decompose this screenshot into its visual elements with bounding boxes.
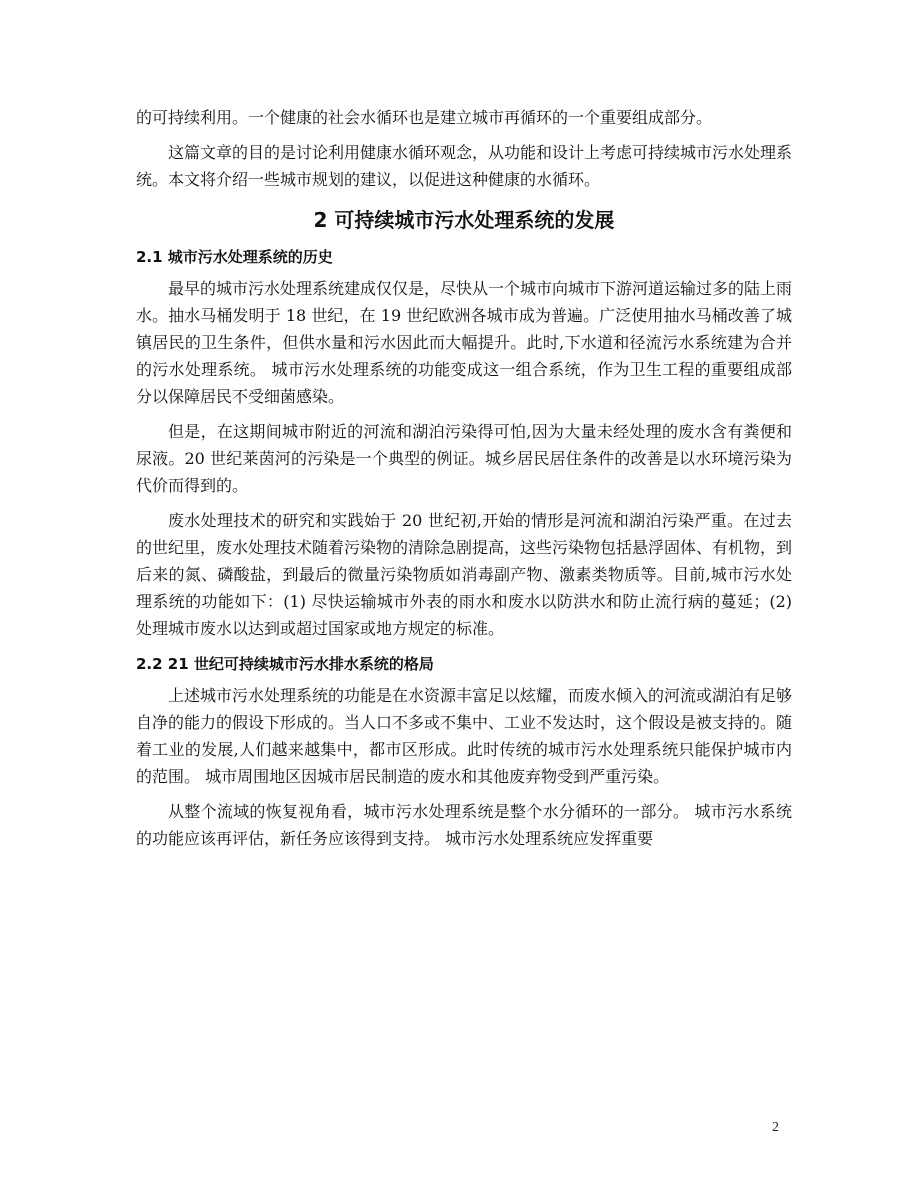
intro-paragraph-2: 这篇文章的目的是讨论利用健康水循环观念，从功能和设计上考虑可持续城市污水处理系统。本文将介绍一些城市规划的建议，以促进这种健康的水循环。 [136,143,793,189]
paragraph-2-1-a: 最早的城市污水处理系统建成仅仅是，尽快从一个城市向城市下游河道运输过多的陆上雨水。抽水马桶发明于 18 世纪，在 19 世纪欧洲各城市成为普遍。广泛使用抽水马桶改善了城镇居民的卫生条件，但供水量和污水因此而大幅提升。此时,下水道和径流污水系统建为合并的污水处理系统。 城市污水处理系统的功能变成这一组合系统，作为卫生工程的重要组成部分以保障居民不受细菌感染。 [136,279,793,406]
paragraph-2-1-b: 但是，在这期间城市附近的河流和湖泊污染得可怕,因为大量未经处理的废水含有粪便和尿液。20 世纪莱茵河的污染是一个典型的例证。城乡居民居住条件的改善是以水环境污染为代价而得到的。 [136,422,792,495]
intro-paragraph-1: 的可持续利用。一个健康的社会水循环也是建立城市再循环的一个重要组成部分。 [136,108,713,127]
section-title: 2 可持续城市污水处理系统的发展 [313,208,615,232]
subsection-title-2-1: 2.1 城市污水处理系统的历史 [136,248,333,266]
page-number: 2 [772,1120,779,1135]
subsection-title-2-2: 2.2 21 世纪可持续城市污水排水系统的格局 [136,655,434,673]
paragraph-2-2-a: 上述城市污水处理系统的功能是在水资源丰富足以炫耀，而废水倾入的河流或湖泊有足够自净的能力的假设下形成的。当人口不多或不集中、工业不发达时，这个假设是被支持的。随着工业的发展,人们越来越集中，都市区形成。此时传统的城市污水处理系统只能保护城市内的范围。 城市周围地区因城市居民制造的废水和其他废弃物受到严重污染。 [136,686,793,786]
document-body [136,104,792,852]
paragraph-2-1-c: 废水处理技术的研究和实践始于 20 世纪初,开始的情形是河流和湖泊污染严重。在过去的世纪里，废水处理技术随着污染物的清除急剧提高，这些污染物包括悬浮固体、有机物，到后来的氮、磷酸盐，到最后的微量污染物质如消毒副产物、激素类物质等。目前,城市污水处理系统的功能如下：(1) 尽快运输城市外表的雨水和废水以防洪水和防止流行病的蔓延；(2) 处理城市废水以达到或超过国家或地方规定的标准。 [136,511,793,638]
paragraph-2-2-b: 从整个流域的恢复视角看，城市污水处理系统是整个水分循环的一部分。 城市污水系统的功能应该再评估，新任务应该得到支持。 城市污水处理系统应发挥重要 [136,802,792,848]
